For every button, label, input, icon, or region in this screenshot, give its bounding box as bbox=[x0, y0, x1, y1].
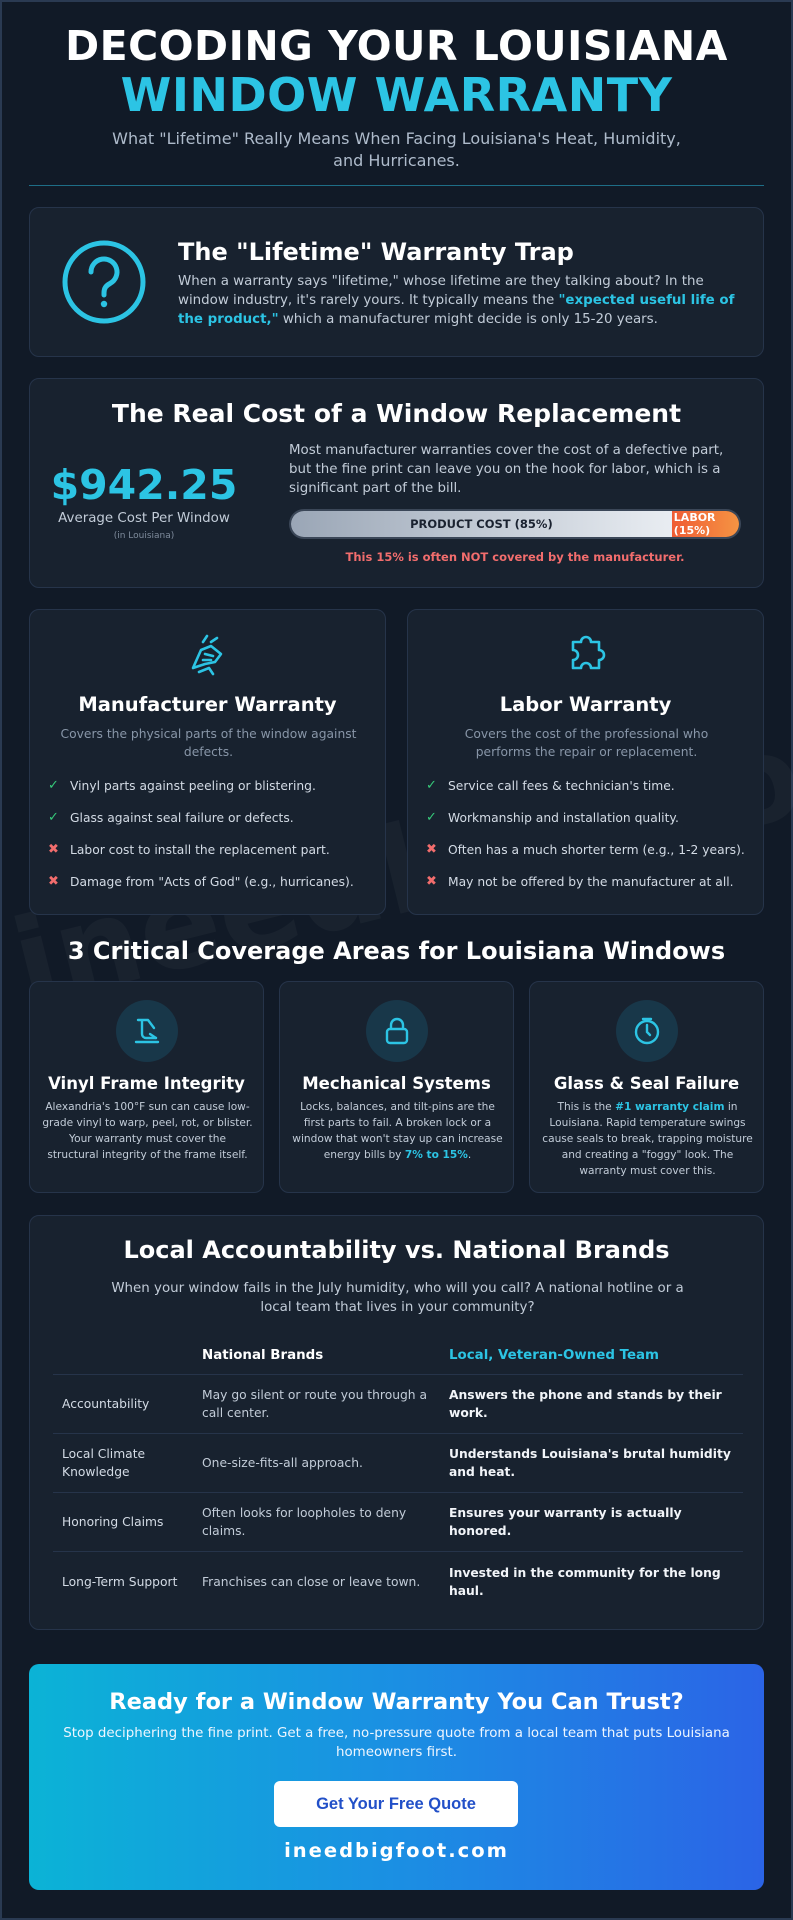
table-row bbox=[53, 1434, 743, 1493]
window-cleaning-icon bbox=[185, 632, 231, 678]
labor-title: Labor Warranty bbox=[499, 693, 672, 716]
coverage-card-text: Alexandria's 100°F sun can cause low-grade vinyl to warp, peel, rot, or blister. Your warranty must cover the structural integrity of the frame itself. bbox=[42, 1101, 253, 1161]
local-title: Local Accountability vs. National Brands bbox=[123, 1236, 670, 1264]
table-cell: Local Climate Knowledge bbox=[62, 1447, 146, 1479]
coverage-list-item bbox=[48, 778, 378, 810]
check-icon: ✓ bbox=[426, 810, 437, 825]
table-cell: Honoring Claims bbox=[62, 1515, 164, 1529]
coverage-item-text: Vinyl parts against peeling or blistering. bbox=[70, 779, 316, 793]
coverage-icon-circle bbox=[366, 1000, 428, 1062]
cross-icon: ✖ bbox=[426, 874, 437, 889]
table-cell: Ensures your warranty is actually honored. bbox=[449, 1506, 682, 1538]
table-header-row bbox=[53, 1338, 743, 1375]
coverage-list-item bbox=[48, 842, 378, 874]
coverage-card-vinyl bbox=[29, 981, 264, 1193]
table-header-local: Local, Veteran-Owned Team bbox=[449, 1348, 660, 1363]
page-header bbox=[29, 22, 764, 172]
product-cost-segment: PRODUCT COST (85%) bbox=[291, 511, 672, 537]
manufacturer-coverage-list bbox=[48, 778, 378, 906]
coverage-item-text: May not be offered by the manufacturer at all. bbox=[448, 875, 734, 889]
coverage-list-item bbox=[48, 810, 378, 842]
coverage-item-text: Service call fees & technician's time. bbox=[448, 779, 675, 793]
page-subtitle: What "Lifetime" Really Means When Facing Louisiana's Heat, Humidity, and Hurricanes. bbox=[112, 129, 681, 170]
coverage-card-text: Locks, balances, and tilt-pins are the first parts to fail. A broken lock or a window that won't stay up can increase energy bills by 7% to 15%. bbox=[292, 1101, 503, 1161]
table-row bbox=[53, 1375, 743, 1434]
trap-highlight: "expected useful life of the product," bbox=[178, 293, 735, 327]
table-cell: Often looks for loopholes to deny claims. bbox=[202, 1506, 407, 1538]
check-icon: ✓ bbox=[48, 778, 59, 793]
cost-description: Most manufacturer warranties cover the cost of a defective part, but the fine print can leave you on the hook for labor, which is a significant part of the bill. bbox=[289, 443, 724, 496]
cross-icon: ✖ bbox=[426, 842, 437, 857]
comparison-table bbox=[53, 1338, 743, 1611]
check-icon: ✓ bbox=[48, 810, 59, 825]
table-cell: Long-Term Support bbox=[62, 1574, 178, 1589]
power-timer-icon bbox=[632, 1016, 662, 1046]
labor-coverage-list bbox=[426, 778, 756, 906]
get-free-quote-button[interactable]: Get Your Free Quote bbox=[274, 1781, 518, 1827]
local-vs-national-card bbox=[29, 1215, 764, 1630]
labor-warning: This 15% is often NOT covered by the manufacturer. bbox=[345, 550, 685, 564]
coverage-list-item bbox=[426, 874, 756, 906]
coverage-card-title: Mechanical Systems bbox=[302, 1074, 491, 1093]
cross-icon: ✖ bbox=[48, 874, 59, 889]
cost-split-bar bbox=[289, 509, 741, 539]
coverage-card-text: This is the #1 warranty claim in Louisiana. Rapid temperature swings cause seals to break, trapping moisture and creating a "foggy" look. The warranty must cover this. bbox=[542, 1101, 753, 1177]
real-cost-card bbox=[29, 378, 764, 588]
coverage-card-title: Glass & Seal Failure bbox=[553, 1074, 740, 1093]
cost-title: The Real Cost of a Window Replacement bbox=[111, 399, 682, 428]
question-circle-icon bbox=[60, 238, 148, 326]
price-sublabel: (in Louisiana) bbox=[113, 531, 175, 541]
coverage-icon-circle bbox=[616, 1000, 678, 1062]
coverage-title: 3 Critical Coverage Areas for Louisiana Windows bbox=[67, 937, 726, 965]
coverage-list-item bbox=[426, 842, 756, 874]
coverage-item-text: Labor cost to install the replacement part. bbox=[70, 843, 330, 857]
table-cell: Franchises can close or leave town. bbox=[202, 1574, 421, 1589]
labor-subtitle: Covers the cost of the professional who performs the repair or replacement. bbox=[464, 727, 709, 759]
coverage-item-text: Workmanship and installation quality. bbox=[448, 811, 679, 825]
check-icon: ✓ bbox=[426, 778, 437, 793]
table-cell: Accountability bbox=[62, 1397, 150, 1411]
coverage-list-item bbox=[426, 810, 756, 842]
cta-title: Ready for a Window Warranty You Can Trust? bbox=[109, 1689, 684, 1715]
manufacturer-title: Manufacturer Warranty bbox=[78, 693, 337, 716]
cta-text: Stop deciphering the fine print. Get a free, no-pressure quote from a local team that puts Louisiana homeowners first. bbox=[63, 1726, 730, 1760]
cross-icon: ✖ bbox=[48, 842, 59, 857]
table-row bbox=[53, 1552, 743, 1611]
puzzle-piece-icon bbox=[563, 632, 609, 678]
manufacturer-warranty-card bbox=[29, 609, 386, 915]
table-cell: May go silent or route you through a call center. bbox=[202, 1388, 428, 1420]
coverage-card-glass bbox=[529, 981, 764, 1193]
table-cell: Understands Louisiana's brutal humidity and heat. bbox=[449, 1447, 731, 1479]
coverage-item-text: Often has a much shorter term (e.g., 1-2 years). bbox=[448, 843, 745, 857]
coverage-list-item bbox=[48, 874, 378, 906]
coverage-item-text: Glass against seal failure or defects. bbox=[70, 811, 294, 825]
header-divider bbox=[29, 185, 764, 186]
table-header-national: National Brands bbox=[202, 1348, 324, 1363]
trap-title: The "Lifetime" Warranty Trap bbox=[178, 238, 574, 266]
coverage-item-text: Damage from "Acts of God" (e.g., hurricanes). bbox=[70, 875, 354, 889]
site-url[interactable]: ineedbigfoot.com bbox=[284, 1839, 509, 1862]
lock-icon bbox=[382, 1016, 412, 1046]
page-title-line1: DECODING YOUR LOUISIANA bbox=[65, 22, 728, 70]
labor-warranty-card bbox=[407, 609, 764, 915]
coverage-card-mechanical bbox=[279, 981, 514, 1193]
lifetime-trap-card bbox=[29, 207, 764, 357]
price-label: Average Cost Per Window bbox=[58, 511, 230, 526]
trap-text: When a warranty says "lifetime," whose lifetime are they talking about? In the window industry, it's rarely yours. It typically means the "expected useful life of the product," which a manufacturer might decide is only 15-20 years. bbox=[178, 274, 735, 327]
table-cell: One-size-fits-all approach. bbox=[202, 1456, 363, 1470]
coverage-icon-circle bbox=[116, 1000, 178, 1062]
coverage-list-item bbox=[426, 778, 756, 810]
cta-banner bbox=[29, 1664, 764, 1890]
hand-point-icon bbox=[132, 1016, 162, 1046]
page-title-line2: WINDOW WARRANTY bbox=[120, 68, 673, 122]
table-cell: Invested in the community for the long haul. bbox=[449, 1565, 721, 1598]
table-cell: Answers the phone and stands by their work. bbox=[449, 1388, 722, 1420]
local-intro: When your window fails in the July humidity, who will you call? A national hotline or a local team that lives in your community? bbox=[111, 1281, 684, 1315]
manufacturer-subtitle: Covers the physical parts of the window against defects. bbox=[60, 727, 357, 759]
labor-cost-segment: LABOR (15%) bbox=[672, 511, 739, 537]
coverage-card-title: Vinyl Frame Integrity bbox=[48, 1074, 245, 1093]
average-price: $942.25 bbox=[50, 461, 238, 509]
table-row bbox=[53, 1493, 743, 1552]
